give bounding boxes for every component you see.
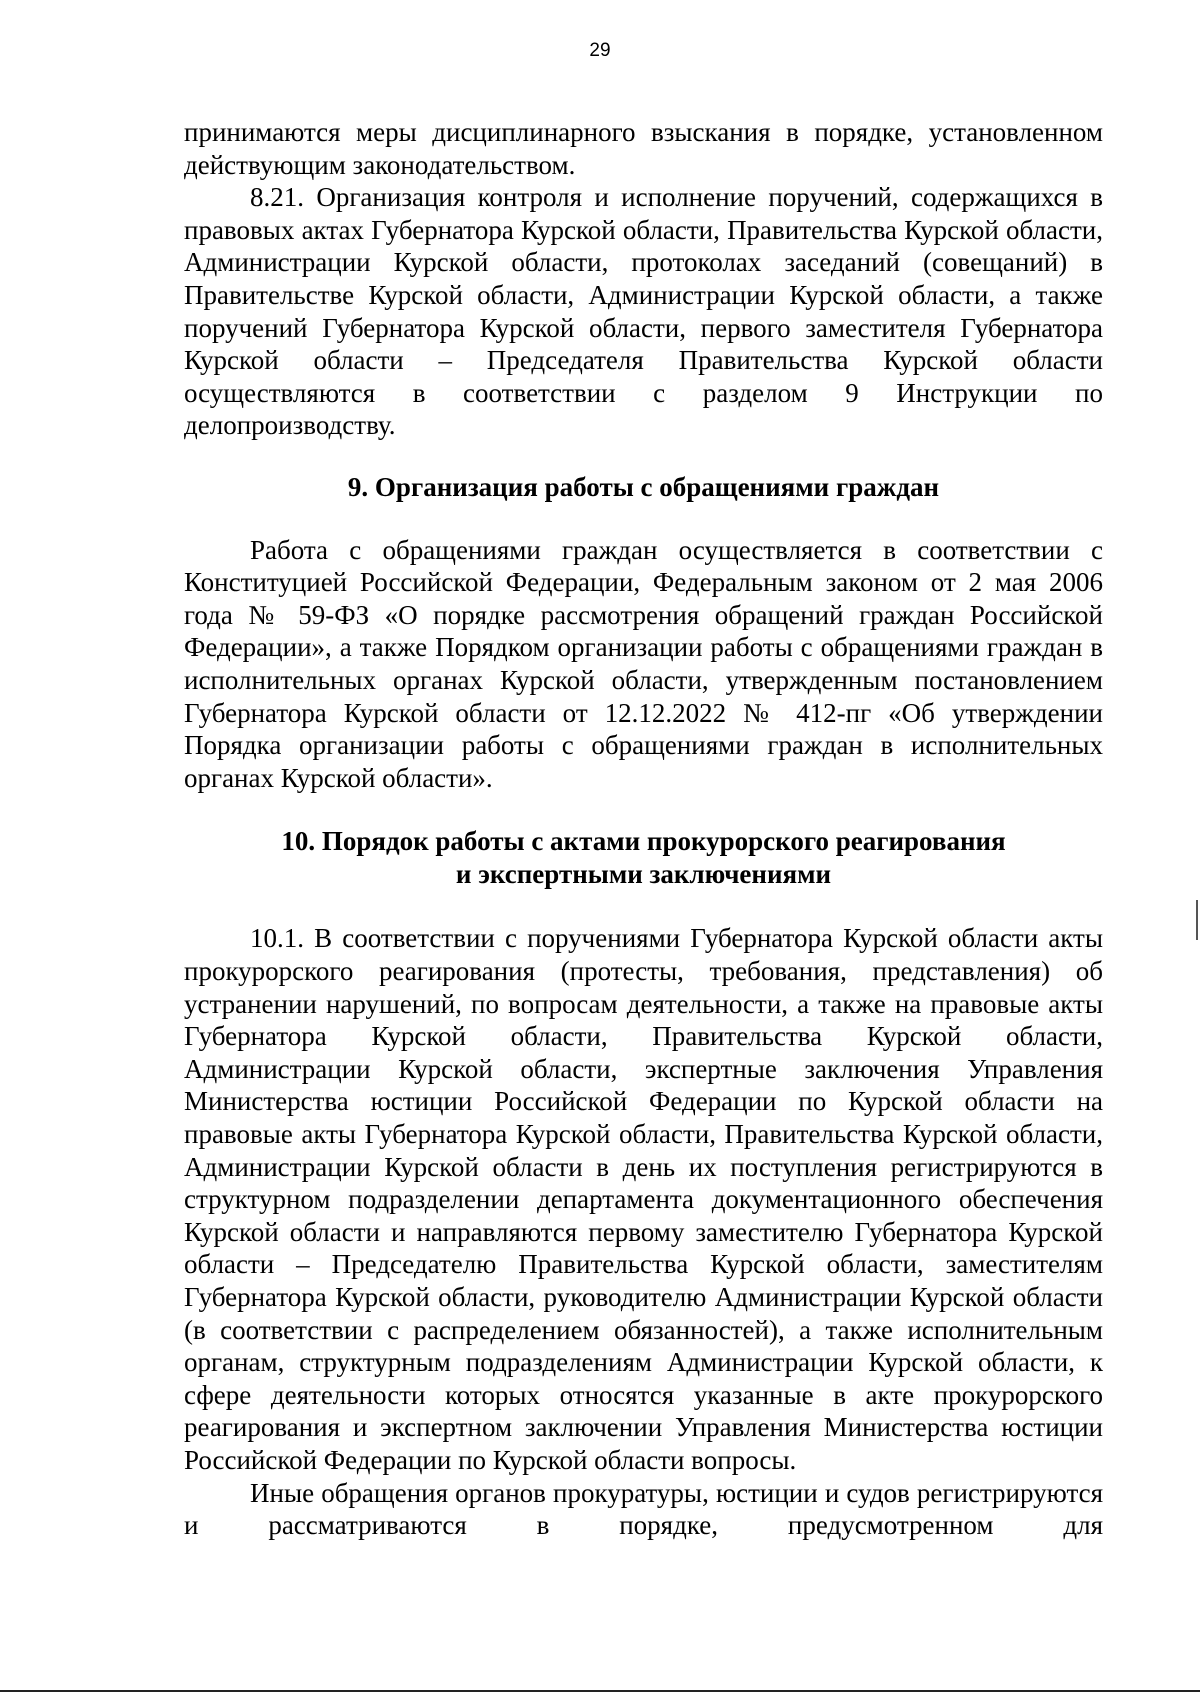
section-heading-10-line2: и экспертными заключениями [455,858,832,889]
paragraph-other-appeals: Иные обращения органов прокуратуры, юстиции и судов регистрируются и рассматриваются в порядке, предусмотренном для [184,1477,1103,1541]
page-number: 29 [589,40,611,61]
paragraph-10-1: 10.1. В соответствии с поручениями Губернатора Курской области акты прокурорского реагирования (протесты, требования, представления) об устранении нарушений, по вопросам деятельности, а также на правовые акты Губернатора Курской области, Правительства Курской области, Администрации Курской области, экспертные заключения Управления Министерства юстиции Российской Федерации по Курской области на правовые акты Губернатора Курской области, Правительства Курской области, Администрации Курской области в день их поступления регистрируются в структурном подразделении департамента документационного обеспечения Курской области и направляются первому заместителю Губернатора Курской области – Председателю Правительства Курской области, заместителям Губернатора Курской области, руководителю Администрации Курской области (в соответствии с распределением обязанностей), а также исполнительным органам, структурным подразделениям Администрации Курской области, к сфере деятельности которых относятся указанные в акте прокурорского реагирования и экспертном заключении Управления Министерства юстиции Российской Федерации по Курской области вопросы. [184,923,1103,1475]
section-heading-10 [184,825,1103,890]
paragraph-continuation: принимаются меры дисциплинарного взыскания в порядке, установленном действующим законодательством. [184,117,1103,180]
document-body [184,116,1103,1542]
section-heading-10-line1: 10. Порядок работы с актами прокурорского реагирования [281,826,1006,857]
scan-edge-mark [1196,900,1198,940]
scan-bottom-edge [0,1690,1200,1692]
paragraph-8-21: 8.21. Организация контроля и исполнение поручений, содержащихся в правовых актах Губернатора Курской области, Правительства Курской области, Администрации Курской области, протоколах заседаний (совещаний) в Правительстве Курской области, Администрации Курской области, а также поручений Губернатора Курской области, первого заместителя Губернатора Курской области – Председателя Правительства Курской области осуществляются в соответствии с разделом 9 Инструкции по делопроизводству. [184,182,1103,441]
paragraph-section-9: Работа с обращениями граждан осуществляется в соответствии с Конституцией Российской Федерации, Федеральным законом от 2 мая 2006 года № 59-ФЗ «О порядке рассмотрения обращений граждан Российской Федерации», а также Порядком организации работы с обращениями граждан в исполнительных органах Курской области, утвержденным постановлением Губернатора Курской области от 12.12.2022 № 412-пг «Об утверждении Порядка организации работы с обращениями граждан в исполнительных органах Курской области». [184,534,1103,793]
section-heading-9: 9. Организация работы с обращениями граждан [347,471,940,502]
